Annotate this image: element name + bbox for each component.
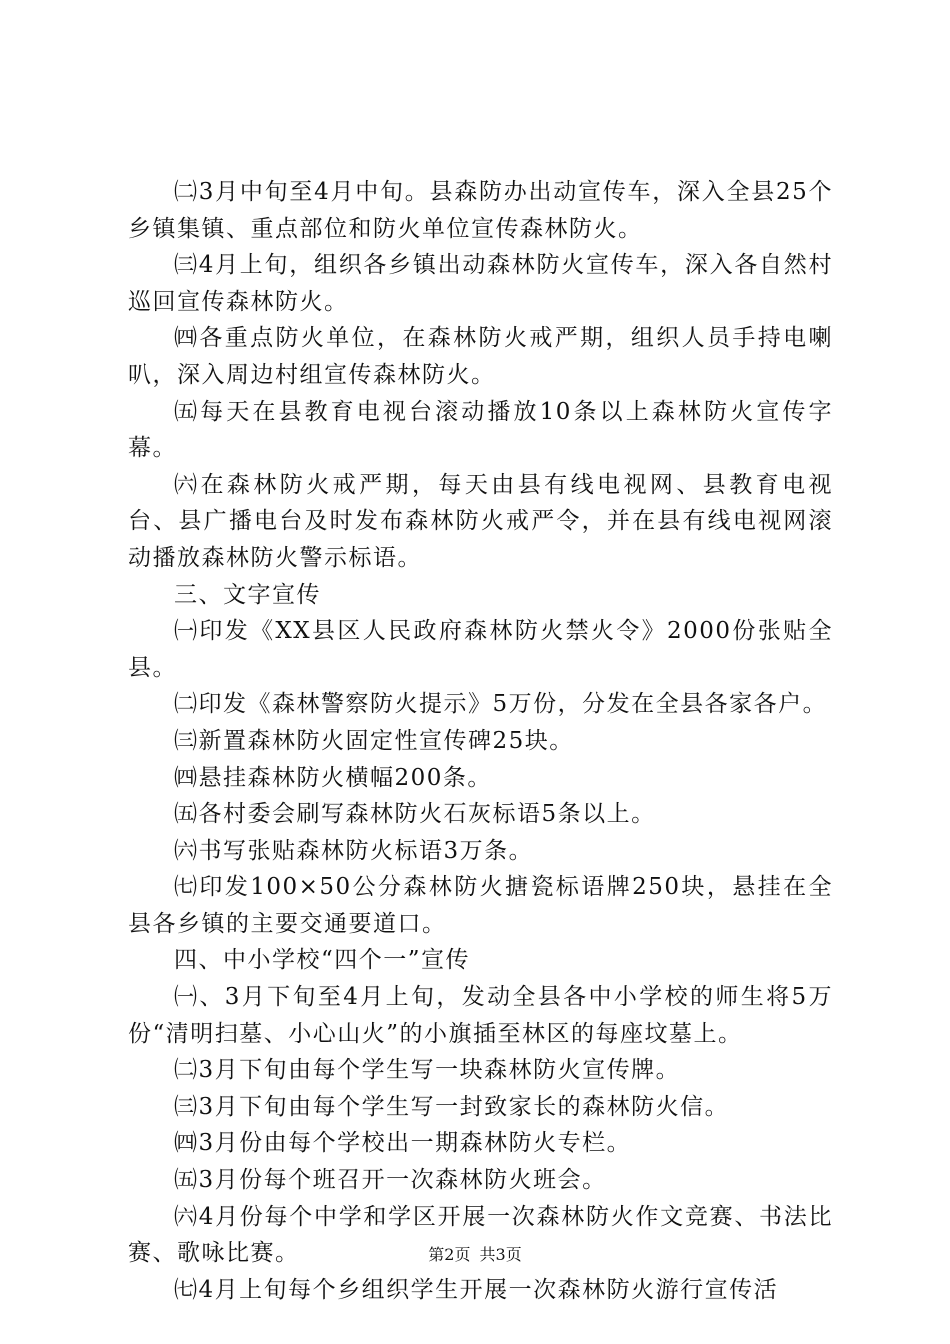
paragraph: ㈦印发100×50公分森林防火搪瓷标语牌250块，悬挂在全县各乡镇的主要交通要道口。 [128,874,833,937]
paragraph: ㈥4月份每个中学和学区开展一次森林防火作文竞赛、书法比赛、歌咏比赛。 [128,1203,833,1267]
paragraph: ㈡3月下旬由每个学生写一块森林防火宣传牌。 [174,1057,681,1084]
section-heading: 三、文字宣传 [174,581,321,608]
paragraph: ㈤每天在县教育电视台滚动播放10条以上森林防火宣传字幕。 [128,398,833,462]
paragraph: ㈥在森林防火戒严期，每天由县有线电视网、县教育电视台、县广播电台及时发布森林防火戒严令，并在县有线电视网滚动播放森林防火警示标语。 [128,471,833,571]
paragraph: ㈢4月上旬，组织各乡镇出动森林防火宣传车，深入各自然村巡回宣传森林防火。 [128,252,833,315]
paragraph: ㈢3月下旬由每个学生写一封致家长的森林防火信。 [174,1093,730,1120]
paragraph: ㈦4月上旬每个乡组织学生开展一次森林防火游行宣传活 [174,1276,779,1303]
paragraph: ㈣悬挂森林防火横幅200条。 [174,764,492,791]
document-body [128,174,833,1308]
page-footer [0,1244,950,1266]
paragraph: ㈥书写张贴森林防火标语3万条。 [174,837,534,864]
paragraph: ㈢新置森林防火固定性宣传碑25块。 [174,727,574,754]
paragraph: ㈣各重点防火单位，在森林防火戒严期，组织人员手持电喇叭，深入周边村组宣传森林防火。 [128,325,833,388]
paragraph: ㈣3月份由每个学校出一期森林防火专栏。 [174,1130,632,1157]
paragraph: ㈠、3月下旬至4月上旬，发动全县各中小学校的师生将5万份“清明扫墓、小心山火”的小旗插至林区的每座坟墓上。 [128,984,833,1047]
page-number: 第2页 [428,1245,471,1264]
page-total: 共3页 [479,1245,522,1264]
paragraph: ㈡印发《森林警察防火提示》5万份，分发在全县各家各户。 [174,691,828,718]
section-heading: 四、中小学校“四个一”宣传 [174,947,471,974]
paragraph: ㈤3月份每个班召开一次森林防火班会。 [174,1167,607,1194]
paragraph: ㈤各村委会刷写森林防火石灰标语5条以上。 [174,801,656,828]
paragraph: ㈡3月中旬至4月中旬。县森防办出动宣传车，深入全县25个乡镇集镇、重点部位和防火单位宣传森林防火。 [128,179,833,242]
paragraph: ㈠印发《XX县区人民政府森林防火禁火令》2000份张贴全县。 [128,618,833,681]
